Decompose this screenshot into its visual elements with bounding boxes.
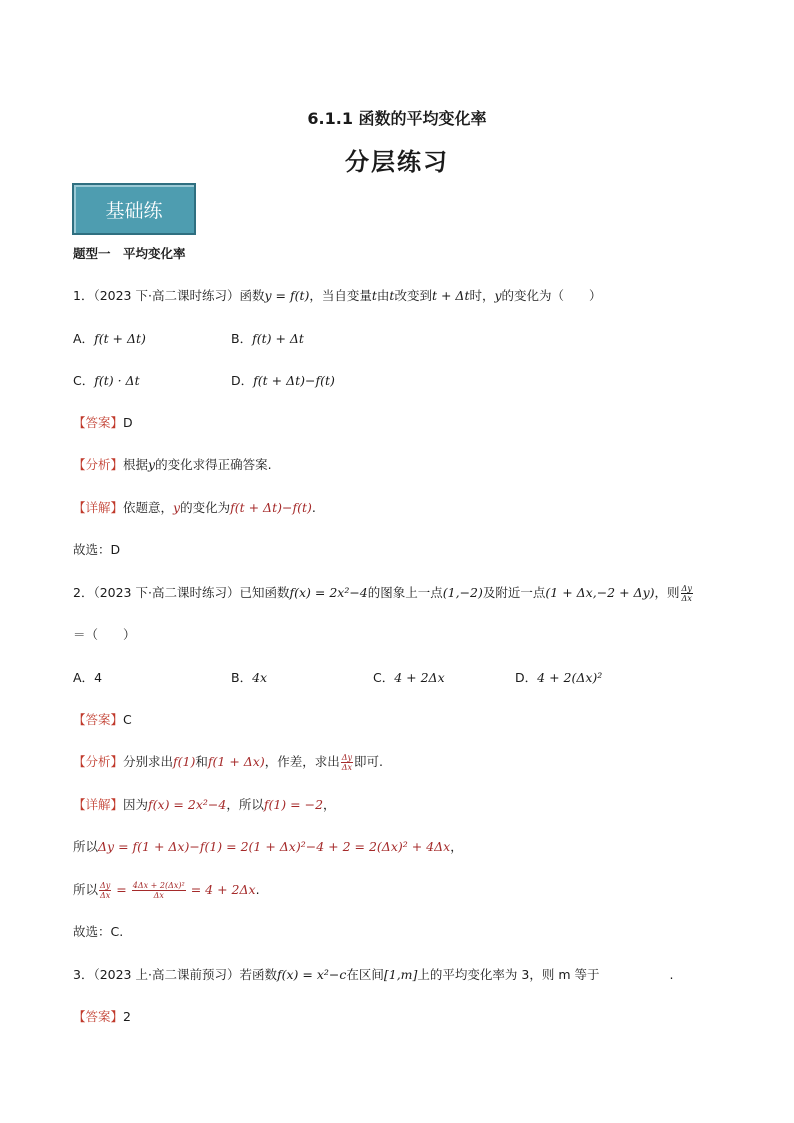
question-1-option-a: A．f(t + Δt)	[73, 331, 146, 346]
lesson-title: 6.1.1 函数的平均变化率	[307, 109, 487, 128]
question-1-option-d: D．f(t + Δt)−f(t)	[231, 373, 335, 388]
question-1-option-b: B．f(t) + Δt	[231, 331, 304, 346]
level-badge: 基础练	[72, 183, 196, 235]
question-1-analysis: 【分析】根据y的变化求得正确答案.	[73, 457, 272, 472]
delta-fraction: $\frac{\Delta y}{\Delta x}$	[681, 584, 692, 603]
question-2-answer: 【答案】C	[73, 712, 132, 727]
delta-fraction: $\frac{\Delta y}{\Delta x}$	[341, 753, 353, 772]
delta-fraction: $\frac{\Delta y}{\Delta x}$	[100, 881, 111, 900]
question-1-detail: 【详解】依题意，y的变化为f(t + Δt)−f(t).	[73, 500, 316, 515]
question-1-stem: 1．（2023 下·高二课时练习）函数y = f(t)，当自变量t由t改变到t + Δt时，y的变化为（ ）	[73, 288, 602, 303]
section-heading: 题型一 平均变化率	[73, 246, 186, 261]
question-2-conclusion: 故选：C.	[73, 924, 124, 939]
question-2-option-a: A．4	[73, 670, 103, 685]
question-2-step-3: 所以 $\frac{\Delta y}{\Delta x}$ = $\frac{\text{4Δx + 2(Δx)²}}{\Delta x}$ = 4 + 2Δx.	[73, 881, 260, 900]
question-2-step-2: 所以Δy = f(1 + Δx)−f(1) = 2(1 + Δx)²−4 + 2 = 2(Δx)² + 4Δx，	[73, 839, 463, 854]
question-2-option-c: C．4 + 2Δx	[373, 670, 445, 685]
question-3-answer: 【答案】2	[73, 1009, 131, 1024]
question-2-option-d: D．4 + 2(Δx)²	[515, 670, 603, 685]
question-2-analysis: 【分析】分别求出f(1)和f(1 + Δx)，作差，求出 $\frac{\Delta y}{\Delta x}$ 即可.	[73, 753, 384, 772]
question-1-conclusion: 故选：D	[73, 542, 121, 557]
question-2-detail: 【详解】因为f(x) = 2x²−4，所以f(1) = −2，	[73, 797, 336, 812]
question-2-option-b: B．4x	[231, 670, 268, 685]
question-2-stem-continued: ＝（ ）	[73, 627, 136, 642]
question-2-stem: 2．（2023 下·高二课时练习）已知函数f(x) = 2x²−4的图象上一点(1,−2)及附近一点(1 + Δx,−2 + Δy)，则 $\frac{\Delta y}{\Delta x}$	[73, 584, 692, 603]
lesson-subtitle: 分层练习	[345, 148, 449, 176]
expanded-fraction: $\frac{\text{4Δx + 2(Δx)²}}{\Delta x}$	[132, 881, 185, 900]
question-1-answer: 【答案】D	[73, 415, 133, 430]
question-3-stem: 3．（2023 上·高二课前预习）若函数f(x) = x²−c在区间[1,m]上的平均变化率为 3，则 m 等于 .	[73, 967, 674, 982]
question-1-option-c: C．f(t) · Δt	[73, 373, 140, 388]
